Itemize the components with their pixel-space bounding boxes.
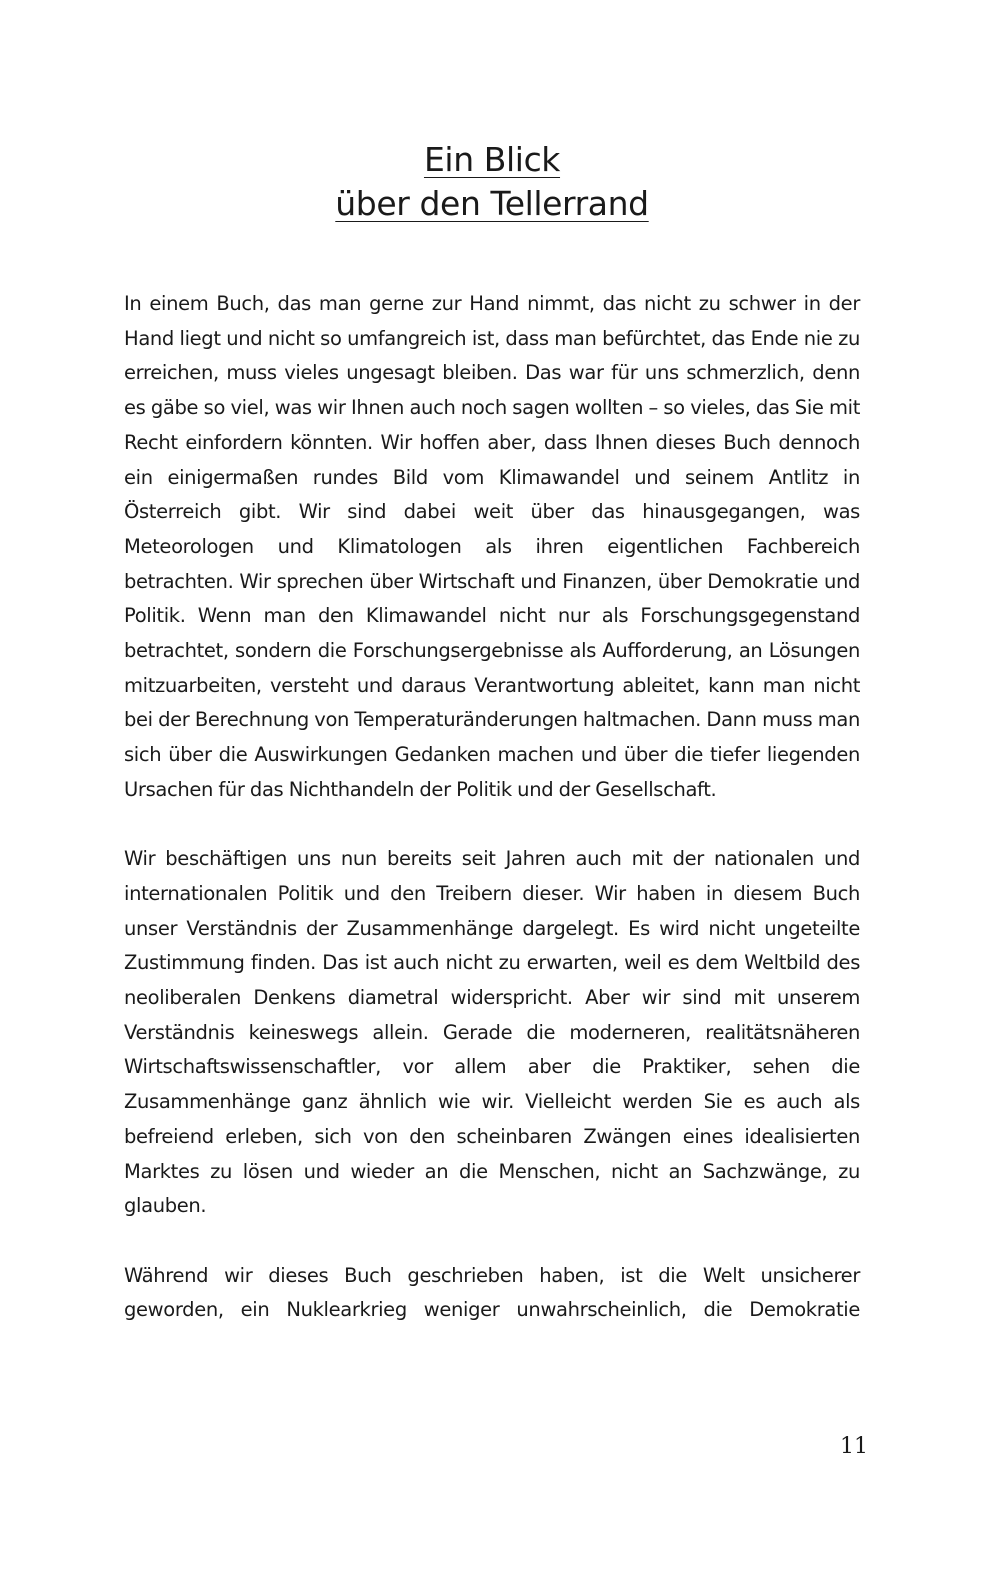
page-number: 11	[840, 1434, 868, 1459]
paragraph-3: Während wir dieses Buch geschrieben haben, ist die Welt unsicherer geworden, ein Nuklearkrieg weniger unwahrscheinlich, die Demokratie	[124, 1263, 860, 1322]
body-text	[124, 287, 860, 1363]
chapter-title-line-1: Ein Blick	[423, 140, 561, 179]
paragraph-2: Wir beschäftigen uns nun bereits seit Jahren auch mit der nationalen und internationalen Politik und den Treibern dieser. Wir haben in diesem Buch unser Verständnis der Zusammenhänge dargelegt. Es wird nicht ungeteilte Zustimmung finden. Das ist auch nicht zu erwarten, weil es dem Weltbild des neoliberalen Denkens diametral widerspricht. Aber wir sind mit unserem Verständnis keineswegs allein. Gerade die moderneren, realitätsnäheren Wirtschaftswissenschaftler, vor allem aber die Praktiker, sehen die Zusammenhänge ganz ähnlich wie wir. Vielleicht werden Sie es auch als befreiend erleben, sich von den scheinbaren Zwängen eines idealisierten Marktes zu lösen und wieder an die Menschen, nicht an Sachzwänge, zu glauben.	[124, 847, 860, 1218]
chapter-title-line-2: über den Tellerrand	[335, 184, 649, 223]
chapter-title	[0, 138, 992, 226]
paragraph-1: In einem Buch, das man gerne zur Hand nimmt, das nicht zu schwer in der Hand liegt und nicht so umfangreich ist, dass man befürchtet, das Ende nie zu erreichen, muss vieles ungesagt bleiben. Das war für uns schmerzlich, denn es gäbe so viel, was wir Ihnen auch noch sagen wollten – so vieles, das Sie mit Recht einfordern könnten. Wir hoffen aber, dass Ihnen dieses Buch dennoch ein einigermaßen rundes Bild vom Klimawandel und seinem Antlitz in Österreich gibt. Wir sind dabei weit über das hinausgegangen, was Meteorologen und Klimatologen als ihren eigentlichen Fachbereich betrachten. Wir sprechen über Wirtschaft und Finanzen, über Demokratie und Politik. Wenn man den Klimawandel nicht nur als Forschungsgegenstand betrachtet, sondern die Forschungsergebnisse als Aufforderung, an Lösungen mitzuarbeiten, versteht und daraus Verantwortung ableitet, kann man nicht bei der Berechnung von Temperaturänderungen haltmachen. Dann muss man sich über die Auswirkungen Gedanken machen und über die tiefer liegenden Ursachen für das Nichthandeln der Politik und der Gesellschaft.	[124, 292, 860, 801]
